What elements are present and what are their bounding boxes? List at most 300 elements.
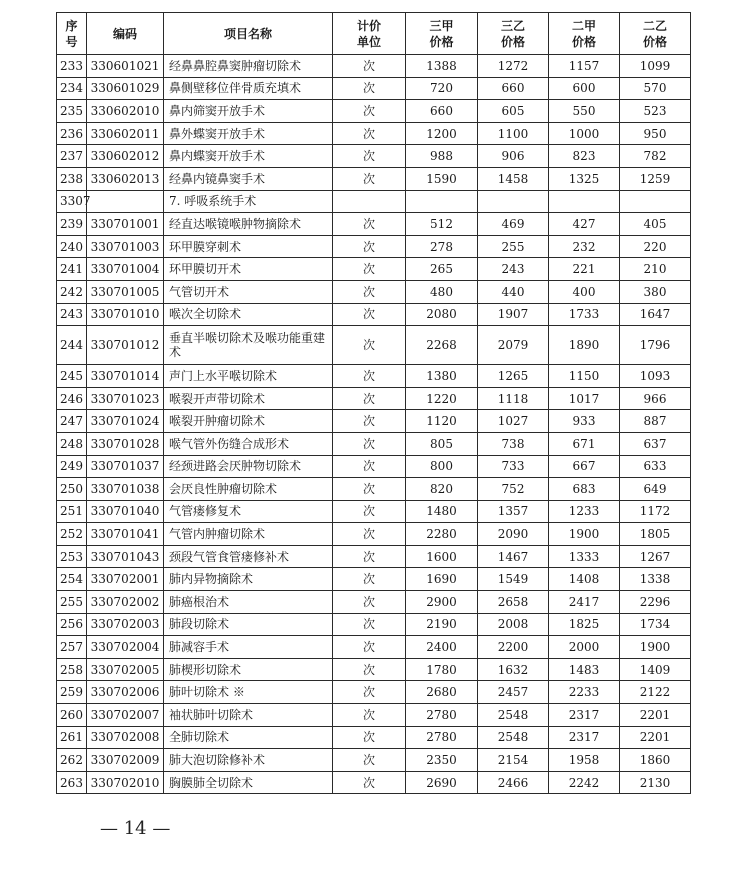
cell-price-3b: 1118 (478, 387, 549, 410)
cell-price-3a: 1780 (406, 658, 478, 681)
table-row (57, 681, 691, 704)
cell-price-3a: 2680 (406, 681, 478, 704)
table-row (57, 636, 691, 659)
cell-code: 330702007 (87, 704, 164, 727)
table-row (57, 771, 691, 794)
table-row (57, 280, 691, 303)
cell-seq: 248 (57, 432, 87, 455)
table-row (57, 387, 691, 410)
cell-code: 330601021 (87, 55, 164, 78)
cell-seq: 239 (57, 213, 87, 236)
cell-price-2b: 220 (620, 235, 691, 258)
table-row (57, 613, 691, 636)
cell-seq: 263 (57, 771, 87, 794)
cell-unit (333, 190, 406, 213)
cell-price-2b: 1805 (620, 523, 691, 546)
cell-seq: 234 (57, 77, 87, 100)
cell-price-2b: 1647 (620, 303, 691, 326)
cell-price-2a: 1890 (549, 326, 620, 365)
cell-price-2b: 380 (620, 280, 691, 303)
cell-price-3b: 1265 (478, 365, 549, 388)
cell-seq: 240 (57, 235, 87, 258)
cell-seq: 247 (57, 410, 87, 433)
cell-price-2b: 1099 (620, 55, 691, 78)
cell-code: 330602011 (87, 122, 164, 145)
cell-price-3b: 469 (478, 213, 549, 236)
cell-code: 330701001 (87, 213, 164, 236)
cell-unit: 次 (333, 613, 406, 636)
cell-unit: 次 (333, 77, 406, 100)
cell-name: 鼻侧壁移位伴骨质充填术 (164, 77, 333, 100)
table-row (57, 213, 691, 236)
cell-price-3a: 2900 (406, 591, 478, 614)
cell-name: 鼻内筛窦开放手术 (164, 100, 333, 123)
cell-price-2a: 823 (549, 145, 620, 168)
cell-price-3a: 2400 (406, 636, 478, 659)
cell-name: 喉裂开声带切除术 (164, 387, 333, 410)
cell-name: 肺内异物摘除术 (164, 568, 333, 591)
cell-code: 330701024 (87, 410, 164, 433)
cell-price-3b (478, 190, 549, 213)
cell-price-3b: 2008 (478, 613, 549, 636)
cell-price-3a: 2780 (406, 704, 478, 727)
cell-price-2a: 1233 (549, 500, 620, 523)
cell-price-2b: 1409 (620, 658, 691, 681)
header-price-3b: 三乙 价格 (478, 13, 549, 55)
cell-unit: 次 (333, 213, 406, 236)
cell-code: 330702002 (87, 591, 164, 614)
cell-price-2a: 1408 (549, 568, 620, 591)
header-price-2b: 二乙 价格 (620, 13, 691, 55)
cell-price-2b: 966 (620, 387, 691, 410)
cell-code: 330701038 (87, 478, 164, 501)
cell-unit: 次 (333, 681, 406, 704)
cell-seq: 237 (57, 145, 87, 168)
cell-code: 330602010 (87, 100, 164, 123)
cell-price-3b: 1100 (478, 122, 549, 145)
cell-price-2a: 1017 (549, 387, 620, 410)
cell-price-3b: 1272 (478, 55, 549, 78)
cell-unit: 次 (333, 523, 406, 546)
cell-seq: 243 (57, 303, 87, 326)
cell-name: 7. 呼吸系统手术 (164, 190, 333, 213)
cell-price-3b: 1467 (478, 545, 549, 568)
cell-price-3b: 2154 (478, 749, 549, 772)
cell-code: 330701005 (87, 280, 164, 303)
page-number: — 14 — (100, 818, 171, 839)
cell-unit: 次 (333, 568, 406, 591)
cell-price-3a: 660 (406, 100, 478, 123)
cell-price-3b: 2090 (478, 523, 549, 546)
cell-price-3a: 512 (406, 213, 478, 236)
cell-price-2b: 1860 (620, 749, 691, 772)
cell-price-2b: 633 (620, 455, 691, 478)
cell-price-3a: 2350 (406, 749, 478, 772)
cell-price-3a: 278 (406, 235, 478, 258)
cell-unit: 次 (333, 545, 406, 568)
cell-name: 鼻内蝶窦开放手术 (164, 145, 333, 168)
cell-price-2a: 671 (549, 432, 620, 455)
cell-seq: 249 (57, 455, 87, 478)
cell-price-2a: 683 (549, 478, 620, 501)
cell-price-2a: 2000 (549, 636, 620, 659)
cell-price-3b: 660 (478, 77, 549, 100)
cell-seq: 241 (57, 258, 87, 281)
cell-price-3a: 805 (406, 432, 478, 455)
cell-name: 气管瘘修复术 (164, 500, 333, 523)
cell-unit: 次 (333, 303, 406, 326)
cell-price-2a: 1958 (549, 749, 620, 772)
table-row (57, 258, 691, 281)
table-row (57, 523, 691, 546)
table-row (57, 432, 691, 455)
cell-price-3a: 800 (406, 455, 478, 478)
cell-seq: 254 (57, 568, 87, 591)
cell-name: 经鼻内镜鼻窦手术 (164, 167, 333, 190)
cell-price-3a: 1590 (406, 167, 478, 190)
cell-unit: 次 (333, 749, 406, 772)
cell-unit: 次 (333, 410, 406, 433)
cell-price-2b: 1796 (620, 326, 691, 365)
header-price-3a: 三甲 价格 (406, 13, 478, 55)
cell-price-3b: 2457 (478, 681, 549, 704)
cell-price-3a: 265 (406, 258, 478, 281)
table-row (57, 122, 691, 145)
cell-seq: 233 (57, 55, 87, 78)
cell-price-2b: 2122 (620, 681, 691, 704)
cell-price-2b: 570 (620, 77, 691, 100)
cell-name: 环甲膜切开术 (164, 258, 333, 281)
cell-seq: 236 (57, 122, 87, 145)
cell-price-3a: 2190 (406, 613, 478, 636)
cell-price-2a: 1325 (549, 167, 620, 190)
cell-name: 肺楔形切除术 (164, 658, 333, 681)
cell-price-3b: 243 (478, 258, 549, 281)
cell-seq: 252 (57, 523, 87, 546)
cell-price-2a: 2242 (549, 771, 620, 794)
cell-unit: 次 (333, 478, 406, 501)
cell-price-3a: 988 (406, 145, 478, 168)
cell-price-2b: 2296 (620, 591, 691, 614)
cell-name: 垂直半喉切除术及喉功能重建术 (164, 326, 333, 365)
cell-name: 肺大泡切除修补术 (164, 749, 333, 772)
cell-price-3a: 2780 (406, 726, 478, 749)
cell-price-3a: 1380 (406, 365, 478, 388)
table-row (57, 500, 691, 523)
cell-price-3b: 440 (478, 280, 549, 303)
cell-price-3a: 1388 (406, 55, 478, 78)
table-row (57, 545, 691, 568)
cell-price-2a: 2417 (549, 591, 620, 614)
cell-price-3b: 2200 (478, 636, 549, 659)
cell-price-2a: 1150 (549, 365, 620, 388)
cell-seq: 260 (57, 704, 87, 727)
cell-name: 声门上水平喉切除术 (164, 365, 333, 388)
cell-price-3b: 1027 (478, 410, 549, 433)
cell-seq: 3307 (57, 190, 87, 213)
table-row (57, 235, 691, 258)
table-row (57, 591, 691, 614)
cell-code: 330701010 (87, 303, 164, 326)
cell-price-3b: 1549 (478, 568, 549, 591)
cell-name: 喉气管外伤缝合成形术 (164, 432, 333, 455)
cell-price-2a: 933 (549, 410, 620, 433)
cell-code: 330701012 (87, 326, 164, 365)
cell-seq: 256 (57, 613, 87, 636)
cell-price-2b: 1338 (620, 568, 691, 591)
cell-price-2a (549, 190, 620, 213)
cell-seq: 253 (57, 545, 87, 568)
table-row (57, 455, 691, 478)
cell-unit: 次 (333, 235, 406, 258)
cell-code (87, 190, 164, 213)
cell-name: 全肺切除术 (164, 726, 333, 749)
cell-price-2a: 1900 (549, 523, 620, 546)
cell-price-2b: 210 (620, 258, 691, 281)
cell-price-2b: 782 (620, 145, 691, 168)
cell-name: 袖状肺叶切除术 (164, 704, 333, 727)
cell-code: 330602012 (87, 145, 164, 168)
cell-code: 330701003 (87, 235, 164, 258)
cell-price-3a: 2690 (406, 771, 478, 794)
cell-code: 330702005 (87, 658, 164, 681)
cell-name: 喉次全切除术 (164, 303, 333, 326)
cell-unit: 次 (333, 636, 406, 659)
table-row (57, 749, 691, 772)
cell-code: 330702001 (87, 568, 164, 591)
cell-price-3a: 1200 (406, 122, 478, 145)
cell-price-2a: 1483 (549, 658, 620, 681)
cell-name: 经直达喉镜喉肿物摘除术 (164, 213, 333, 236)
table-row (57, 365, 691, 388)
cell-code: 330701037 (87, 455, 164, 478)
cell-price-2b: 1172 (620, 500, 691, 523)
table-row (57, 658, 691, 681)
cell-unit: 次 (333, 100, 406, 123)
table-row (57, 410, 691, 433)
cell-price-3b: 2079 (478, 326, 549, 365)
cell-price-3b: 255 (478, 235, 549, 258)
table-row (57, 55, 691, 78)
cell-name: 气管内肿瘤切除术 (164, 523, 333, 546)
cell-price-3a: 2080 (406, 303, 478, 326)
cell-price-3a: 1120 (406, 410, 478, 433)
cell-seq: 250 (57, 478, 87, 501)
cell-price-2b: 1734 (620, 613, 691, 636)
cell-name: 胸膜肺全切除术 (164, 771, 333, 794)
cell-price-3a: 820 (406, 478, 478, 501)
cell-unit: 次 (333, 167, 406, 190)
cell-price-3b: 906 (478, 145, 549, 168)
cell-price-3b: 2658 (478, 591, 549, 614)
cell-name: 会厌良性肿瘤切除术 (164, 478, 333, 501)
cell-unit: 次 (333, 500, 406, 523)
price-table (56, 12, 691, 794)
cell-seq: 244 (57, 326, 87, 365)
cell-name: 环甲膜穿刺术 (164, 235, 333, 258)
cell-unit: 次 (333, 658, 406, 681)
cell-price-3a: 1480 (406, 500, 478, 523)
cell-code: 330701040 (87, 500, 164, 523)
cell-code: 330702006 (87, 681, 164, 704)
cell-unit: 次 (333, 280, 406, 303)
cell-price-2a: 1157 (549, 55, 620, 78)
table-row (57, 303, 691, 326)
cell-code: 330702010 (87, 771, 164, 794)
cell-price-2b: 2201 (620, 704, 691, 727)
cell-unit: 次 (333, 365, 406, 388)
cell-seq: 235 (57, 100, 87, 123)
cell-seq: 251 (57, 500, 87, 523)
table-row (57, 726, 691, 749)
cell-seq: 238 (57, 167, 87, 190)
cell-name: 气管切开术 (164, 280, 333, 303)
cell-price-2b: 1093 (620, 365, 691, 388)
cell-seq: 246 (57, 387, 87, 410)
cell-price-3b: 2548 (478, 726, 549, 749)
header-price-2a: 二甲 价格 (549, 13, 620, 55)
cell-price-3b: 752 (478, 478, 549, 501)
cell-unit: 次 (333, 258, 406, 281)
cell-unit: 次 (333, 704, 406, 727)
cell-price-2b (620, 190, 691, 213)
table-body (57, 55, 691, 794)
table-row (57, 478, 691, 501)
cell-code: 330701028 (87, 432, 164, 455)
header-code: 编码 (87, 13, 164, 55)
header-seq: 序 号 (57, 13, 87, 55)
cell-code: 330701023 (87, 387, 164, 410)
table-row (57, 167, 691, 190)
cell-code: 330601029 (87, 77, 164, 100)
cell-price-2b: 1900 (620, 636, 691, 659)
cell-price-3a: 1600 (406, 545, 478, 568)
cell-price-3b: 605 (478, 100, 549, 123)
table-header (57, 13, 691, 55)
cell-seq: 257 (57, 636, 87, 659)
cell-price-3b: 733 (478, 455, 549, 478)
cell-price-2a: 1825 (549, 613, 620, 636)
cell-unit: 次 (333, 122, 406, 145)
cell-price-3a: 1220 (406, 387, 478, 410)
header-name: 项目名称 (164, 13, 333, 55)
cell-price-2b: 405 (620, 213, 691, 236)
cell-name: 肺癌根治术 (164, 591, 333, 614)
cell-price-3b: 1357 (478, 500, 549, 523)
cell-unit: 次 (333, 771, 406, 794)
cell-price-3b: 2548 (478, 704, 549, 727)
cell-price-2a: 1000 (549, 122, 620, 145)
cell-seq: 262 (57, 749, 87, 772)
cell-code: 330701014 (87, 365, 164, 388)
cell-seq: 245 (57, 365, 87, 388)
cell-price-2b: 523 (620, 100, 691, 123)
cell-price-3a (406, 190, 478, 213)
cell-unit: 次 (333, 726, 406, 749)
cell-unit: 次 (333, 326, 406, 365)
cell-price-2a: 427 (549, 213, 620, 236)
cell-name: 肺段切除术 (164, 613, 333, 636)
cell-unit: 次 (333, 387, 406, 410)
table-row (57, 145, 691, 168)
cell-price-2a: 400 (549, 280, 620, 303)
cell-code: 330702004 (87, 636, 164, 659)
cell-price-3a: 1690 (406, 568, 478, 591)
cell-price-2b: 950 (620, 122, 691, 145)
cell-unit: 次 (333, 432, 406, 455)
cell-price-2a: 2317 (549, 704, 620, 727)
cell-price-2b: 2130 (620, 771, 691, 794)
cell-price-2a: 1333 (549, 545, 620, 568)
cell-code: 330701041 (87, 523, 164, 546)
cell-name: 喉裂开肿瘤切除术 (164, 410, 333, 433)
cell-price-2b: 887 (620, 410, 691, 433)
cell-unit: 次 (333, 145, 406, 168)
cell-price-3b: 2466 (478, 771, 549, 794)
cell-name: 肺减容手术 (164, 636, 333, 659)
cell-price-3a: 2280 (406, 523, 478, 546)
cell-code: 330702008 (87, 726, 164, 749)
cell-seq: 242 (57, 280, 87, 303)
cell-price-2a: 1733 (549, 303, 620, 326)
cell-code: 330602013 (87, 167, 164, 190)
cell-code: 330701043 (87, 545, 164, 568)
cell-price-2b: 649 (620, 478, 691, 501)
table-row (57, 326, 691, 365)
cell-price-3b: 1632 (478, 658, 549, 681)
cell-price-2a: 550 (549, 100, 620, 123)
cell-price-3b: 738 (478, 432, 549, 455)
cell-price-2a: 600 (549, 77, 620, 100)
cell-price-2a: 667 (549, 455, 620, 478)
cell-price-2a: 2317 (549, 726, 620, 749)
table-row (57, 77, 691, 100)
cell-seq: 255 (57, 591, 87, 614)
cell-price-2b: 637 (620, 432, 691, 455)
cell-price-3b: 1907 (478, 303, 549, 326)
cell-seq: 258 (57, 658, 87, 681)
cell-name: 鼻外蝶窦开放手术 (164, 122, 333, 145)
table-row (57, 704, 691, 727)
cell-price-3a: 480 (406, 280, 478, 303)
cell-price-2a: 232 (549, 235, 620, 258)
cell-name: 颈段气管食管瘘修补术 (164, 545, 333, 568)
cell-name: 经颈进路会厌肿物切除术 (164, 455, 333, 478)
cell-price-2a: 221 (549, 258, 620, 281)
cell-code: 330702009 (87, 749, 164, 772)
cell-unit: 次 (333, 591, 406, 614)
section-row (57, 190, 691, 213)
table-row (57, 568, 691, 591)
cell-price-3a: 2268 (406, 326, 478, 365)
cell-name: 经鼻鼻腔鼻窦肿瘤切除术 (164, 55, 333, 78)
cell-name: 肺叶切除术 ※ (164, 681, 333, 704)
cell-price-2a: 2233 (549, 681, 620, 704)
cell-seq: 259 (57, 681, 87, 704)
cell-code: 330702003 (87, 613, 164, 636)
cell-price-3a: 720 (406, 77, 478, 100)
cell-unit: 次 (333, 455, 406, 478)
cell-unit: 次 (333, 55, 406, 78)
cell-seq: 261 (57, 726, 87, 749)
cell-code: 330701004 (87, 258, 164, 281)
header-unit: 计价 单位 (333, 13, 406, 55)
table-row (57, 100, 691, 123)
cell-price-3b: 1458 (478, 167, 549, 190)
cell-price-2b: 2201 (620, 726, 691, 749)
cell-price-2b: 1259 (620, 167, 691, 190)
cell-price-2b: 1267 (620, 545, 691, 568)
